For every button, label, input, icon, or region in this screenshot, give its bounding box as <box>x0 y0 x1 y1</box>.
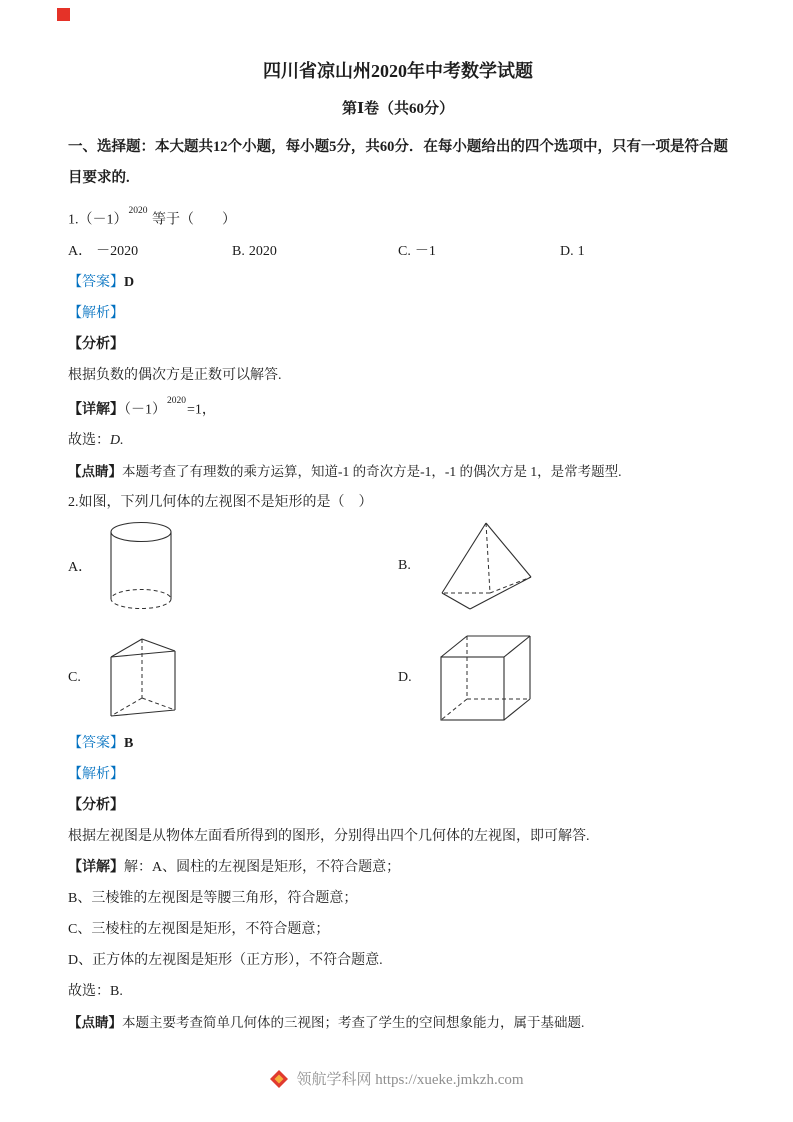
q1-option-a <box>68 241 232 262</box>
q1-option-d-label: D. <box>560 243 574 259</box>
q2-figure-row-1 <box>68 519 728 613</box>
q2-xiangjie-text-1: 解：A、圆柱的左视图是矩形，不符合题意； <box>124 860 401 876</box>
fenxi-label: 【分析】 <box>68 336 124 352</box>
triangular-prism-figure <box>108 637 178 719</box>
section-instructions: 一、选择题：本大题共12个小题，每小题5分，共60分．在每小题给出的四个选项中，只有一项是符合题目要求的. <box>68 139 728 186</box>
q2-xiangjie-line-2: B、三棱锥的左视图是等腰三角形，符合题意； <box>68 891 358 907</box>
q1-option-c <box>398 241 560 262</box>
q1-option-d <box>560 241 585 262</box>
q2-xiangjie-line-1 <box>68 857 728 878</box>
jiexi-label: 【解析】 <box>68 305 124 321</box>
q2-figure-row-2 <box>68 633 728 723</box>
q1-stem-rest: 等于（ ） <box>152 212 236 228</box>
volume-subtitle: 第Ⅰ卷（共60分） <box>341 101 455 117</box>
jiexi-label: 【解析】 <box>68 767 124 783</box>
q2-fenxi-line <box>68 795 728 816</box>
q1-guxuan-line <box>68 430 728 451</box>
q1-fenxi-text: 根据负数的偶次方是正数可以解答. <box>68 367 282 383</box>
q1-dianjing-text: 本题考查了有理数的乘方运算，知道-1 的奇次方是-1，-1 的偶次方是 1，是常考题型. <box>122 464 622 480</box>
q1-answer-line <box>68 272 728 293</box>
q2-xiangjie-line-4: D、正方体的左视图是矩形（正方形），不符合题意. <box>68 953 383 969</box>
xiangjie-label: 【详解】 <box>68 402 124 418</box>
q2-figure-b-label: B. <box>398 558 411 574</box>
q1-answer-value: D <box>124 274 135 290</box>
footer-logo-icon <box>269 1069 289 1089</box>
page-title: 四川省凉山州2020年中考数学试题 <box>263 61 533 81</box>
fenxi-label: 【分析】 <box>68 798 124 814</box>
q1-option-a-value: －2020 <box>96 243 139 259</box>
xiangjie-label: 【详解】 <box>68 860 124 876</box>
q2-fenxi-text: 根据左视图是从物体左面看所得到的图形，分别得出四个几何体的左视图，即可解答. <box>68 829 590 845</box>
q1-option-c-value: －1 <box>414 243 436 259</box>
q2-guxuan-line: 故选：B. <box>68 984 123 1000</box>
q2-jiexi-line <box>68 764 728 785</box>
q2-figure-a <box>68 521 398 611</box>
q2-stem: 2.如图，下列几何体的左视图不是矩形的是（ ） <box>68 495 373 511</box>
answer-label: 【答案】 <box>68 274 124 290</box>
answer-label: 【答案】 <box>68 736 124 752</box>
q1-xiangjie-line <box>68 396 728 421</box>
q2-dianjing-line <box>68 1012 728 1033</box>
q1-options <box>68 241 728 262</box>
dianjing-label: 【点睛】 <box>68 1015 122 1031</box>
cylinder-figure <box>108 521 174 611</box>
q1-stem-exponent: 2020 <box>128 206 148 216</box>
q2-figure-d-label: D. <box>398 670 412 686</box>
footer-site-link: 领航学科网 https://xueke.jmkzh.com <box>296 1072 524 1088</box>
cube-figure <box>438 633 534 723</box>
q2-figure-d <box>398 633 728 723</box>
q2-figures <box>68 519 728 723</box>
q1-guxuan-answer: D. <box>110 433 124 449</box>
q2-answer-value: B <box>124 736 134 752</box>
q2-xiangjie-line-3: C、三棱柱的左视图是矩形，不符合题意； <box>68 922 330 938</box>
dianjing-label: 【点睛】 <box>68 464 122 480</box>
q2-figure-a-label: A． <box>68 560 93 576</box>
q1-stem <box>68 206 728 231</box>
q1-guxuan-prefix: 故选： <box>68 433 110 449</box>
q2-figure-b <box>398 519 728 613</box>
q1-option-b-label: B. <box>232 243 245 259</box>
q1-jiexi-line <box>68 303 728 324</box>
q2-dianjing-text: 本题主要考查简单几何体的三视图；考查了学生的空间想象能力，属于基础题. <box>122 1015 585 1031</box>
q1-option-d-value: 1 <box>577 243 585 259</box>
q2-answer-line <box>68 733 728 754</box>
q1-option-b-value: 2020 <box>248 243 277 259</box>
q1-option-a-label: A． <box>68 243 93 259</box>
q1-xiangjie-exponent: 2020 <box>167 395 186 406</box>
q1-dianjing-line <box>68 461 728 482</box>
q1-fenxi-line <box>68 334 728 355</box>
q1-xiangjie-rest: =1， <box>187 402 216 418</box>
q2-figure-c-label: C. <box>68 670 81 686</box>
page-corner-marker <box>57 8 70 21</box>
q2-figure-c <box>68 637 398 719</box>
watermark-footer <box>0 1068 793 1089</box>
q1-xiangjie-base: （－1） <box>124 402 166 418</box>
q1-stem-base: 1.（－1） <box>68 212 128 228</box>
q1-option-b <box>232 241 398 262</box>
triangular-pyramid-figure <box>438 519 536 613</box>
q1-option-c-label: C. <box>398 243 411 259</box>
